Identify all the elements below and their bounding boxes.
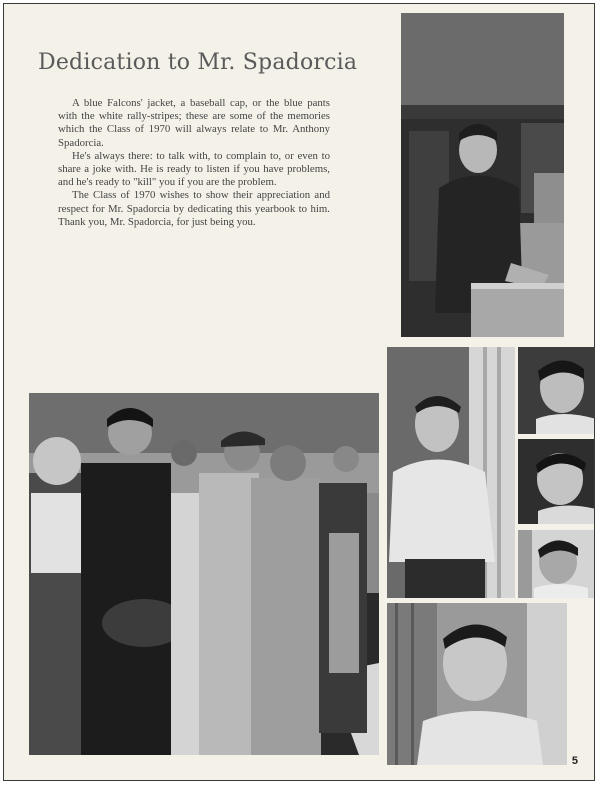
photo-football-sideline xyxy=(29,393,379,755)
page-number: 5 xyxy=(571,755,578,767)
paragraph-1: A blue Falcons' jacket, a baseball cap, or the blue pants with the white rally-stripes; these are some of the memories which the Class of 1970 will always relate to Mr. Anthony Spadorcia. xyxy=(58,97,330,149)
yearbook-page xyxy=(3,3,595,781)
photo-portrait-1 xyxy=(518,347,595,434)
photo-podium xyxy=(401,13,564,337)
photo-smiling xyxy=(387,603,567,765)
paragraph-3: The Class of 1970 wishes to show their appreciation and respect for Mr. Spadorcia by dedicating this yearbook to him. Thank you, Mr. Spadorcia, for just being you. xyxy=(58,189,330,228)
photo-portrait-3 xyxy=(518,530,595,598)
page-title: Dedication to Mr. Spadorcia xyxy=(38,50,358,75)
dedication-text xyxy=(58,97,330,229)
paragraph-2: He's always there: to talk with, to complain to, or even to share a joke with. He is ready to listen if you have problems, and he's ready to "kill" you if you are the problem. xyxy=(58,149,330,189)
photo-white-shirt xyxy=(387,347,515,598)
photo-portrait-2 xyxy=(518,439,595,524)
